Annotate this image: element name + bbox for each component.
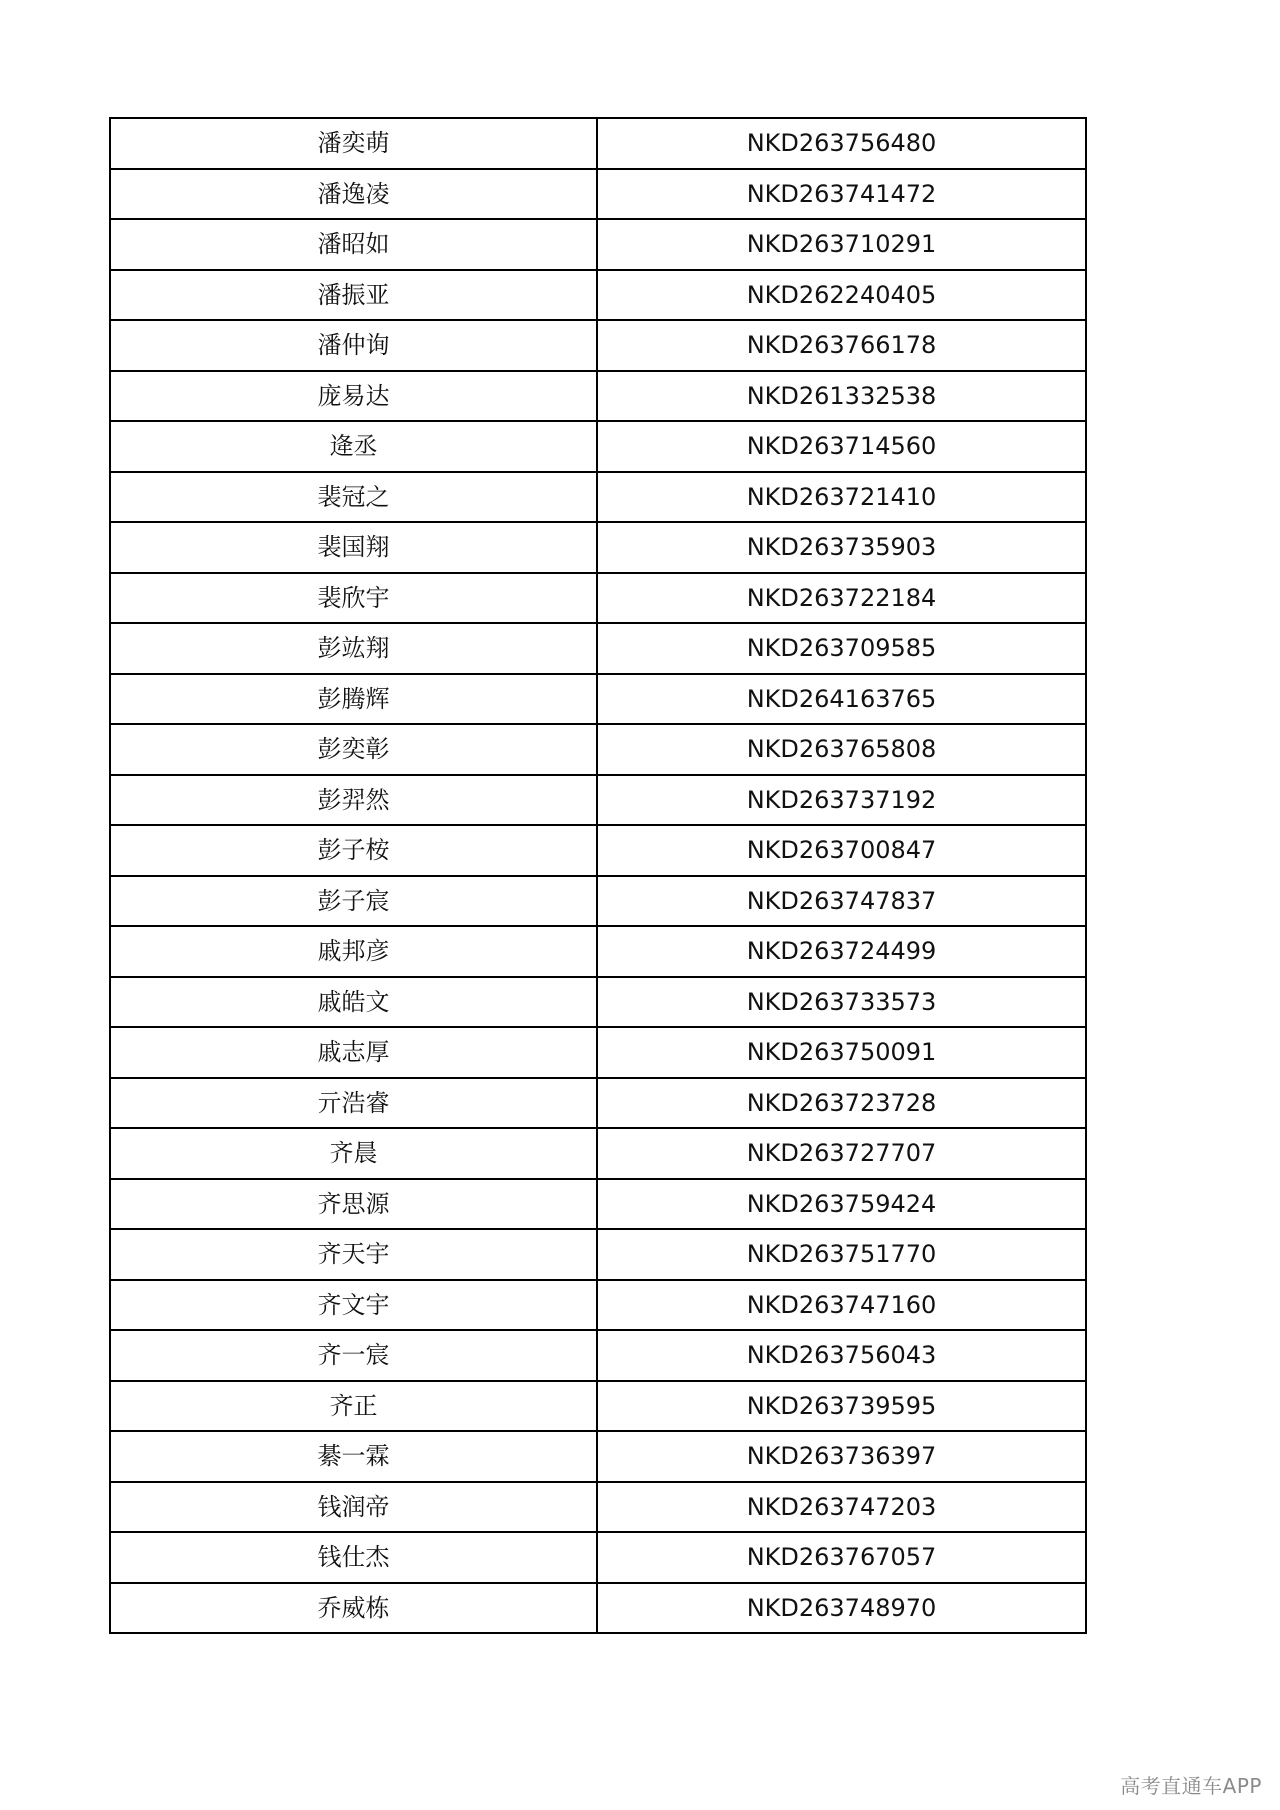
table-row: [110, 1532, 1086, 1583]
candidate-id-cell: NKD263723728: [597, 1078, 1086, 1129]
candidate-id-cell: NKD263714560: [597, 421, 1086, 472]
table-row: [110, 169, 1086, 220]
roster-table: [109, 117, 1087, 1634]
candidate-name-cell: 裴欣宇: [110, 573, 597, 624]
candidate-name-cell: 戚志厚: [110, 1027, 597, 1078]
candidate-name-cell: 潘逸凌: [110, 169, 597, 220]
table-row: [110, 825, 1086, 876]
table-row: [110, 724, 1086, 775]
candidate-name-cell: 彭奕彰: [110, 724, 597, 775]
table-row: [110, 421, 1086, 472]
candidate-id-cell: NKD263724499: [597, 926, 1086, 977]
candidate-id-cell: NKD263709585: [597, 623, 1086, 674]
table-row: [110, 674, 1086, 725]
candidate-id-cell: NKD263759424: [597, 1179, 1086, 1230]
candidate-id-cell: NKD262240405: [597, 270, 1086, 321]
candidate-id-cell: NKD263756043: [597, 1330, 1086, 1381]
candidate-id-cell: NKD263747160: [597, 1280, 1086, 1331]
candidate-name-cell: 戚皓文: [110, 977, 597, 1028]
candidate-id-cell: NKD263747837: [597, 876, 1086, 927]
candidate-id-cell: NKD264163765: [597, 674, 1086, 725]
roster-body: [110, 118, 1086, 1633]
candidate-id-cell: NKD263766178: [597, 320, 1086, 371]
table-row: [110, 977, 1086, 1028]
watermark-text: 高考直通车APP: [1120, 1774, 1262, 1798]
candidate-id-cell: NKD263750091: [597, 1027, 1086, 1078]
candidate-id-cell: NKD261332538: [597, 371, 1086, 422]
candidate-name-cell: 戚邦彦: [110, 926, 597, 977]
candidate-name-cell: 庞易达: [110, 371, 597, 422]
candidate-name-cell: 钱仕杰: [110, 1532, 597, 1583]
candidate-name-cell: 潘仲询: [110, 320, 597, 371]
candidate-name-cell: 潘奕萌: [110, 118, 597, 169]
candidate-name-cell: 齐天宇: [110, 1229, 597, 1280]
candidate-id-cell: NKD263736397: [597, 1431, 1086, 1482]
candidate-id-cell: NKD263747203: [597, 1482, 1086, 1533]
table-row: [110, 1482, 1086, 1533]
candidate-id-cell: NKD263722184: [597, 573, 1086, 624]
table-row: [110, 1280, 1086, 1331]
candidate-id-cell: NKD263721410: [597, 472, 1086, 523]
candidate-name-cell: 齐晨: [110, 1128, 597, 1179]
candidate-name-cell: 亓浩睿: [110, 1078, 597, 1129]
candidate-id-cell: NKD263741472: [597, 169, 1086, 220]
candidate-name-cell: 彭竑翔: [110, 623, 597, 674]
table-row: [110, 1229, 1086, 1280]
table-row: [110, 118, 1086, 169]
table-row: [110, 775, 1086, 826]
table-row: [110, 623, 1086, 674]
candidate-name-cell: 裴国翔: [110, 522, 597, 573]
table-row: [110, 573, 1086, 624]
candidate-id-cell: NKD263737192: [597, 775, 1086, 826]
table-row: [110, 1330, 1086, 1381]
table-row: [110, 1583, 1086, 1634]
table-row: [110, 472, 1086, 523]
candidate-id-cell: NKD263767057: [597, 1532, 1086, 1583]
candidate-name-cell: 乔威栋: [110, 1583, 597, 1634]
candidate-name-cell: 钱润帝: [110, 1482, 597, 1533]
candidate-name-cell: 齐一宸: [110, 1330, 597, 1381]
candidate-name-cell: 潘振亚: [110, 270, 597, 321]
candidate-name-cell: 彭子桉: [110, 825, 597, 876]
candidate-id-cell: NKD263756480: [597, 118, 1086, 169]
table-row: [110, 219, 1086, 270]
candidate-name-cell: 齐正: [110, 1381, 597, 1432]
candidate-id-cell: NKD263748970: [597, 1583, 1086, 1634]
table-row: [110, 926, 1086, 977]
candidate-id-cell: NKD263735903: [597, 522, 1086, 573]
candidate-name-cell: 彭羿然: [110, 775, 597, 826]
table-row: [110, 1027, 1086, 1078]
table-row: [110, 1381, 1086, 1432]
candidate-name-cell: 齐文宇: [110, 1280, 597, 1331]
candidate-id-cell: NKD263727707: [597, 1128, 1086, 1179]
table-row: [110, 522, 1086, 573]
table-row: [110, 1128, 1086, 1179]
candidate-id-cell: NKD263739595: [597, 1381, 1086, 1432]
table-row: [110, 270, 1086, 321]
table-row: [110, 1179, 1086, 1230]
candidate-name-cell: 彭子宸: [110, 876, 597, 927]
candidate-name-cell: 潘昭如: [110, 219, 597, 270]
candidate-id-cell: NKD263700847: [597, 825, 1086, 876]
candidate-id-cell: NKD263710291: [597, 219, 1086, 270]
candidate-id-cell: NKD263765808: [597, 724, 1086, 775]
candidate-id-cell: NKD263733573: [597, 977, 1086, 1028]
candidate-id-cell: NKD263751770: [597, 1229, 1086, 1280]
table-row: [110, 320, 1086, 371]
table-row: [110, 371, 1086, 422]
candidate-name-cell: 綦一霖: [110, 1431, 597, 1482]
table-row: [110, 1431, 1086, 1482]
table-row: [110, 876, 1086, 927]
candidate-name-cell: 彭腾辉: [110, 674, 597, 725]
candidate-name-cell: 逄丞: [110, 421, 597, 472]
candidate-name-cell: 齐思源: [110, 1179, 597, 1230]
table-row: [110, 1078, 1086, 1129]
candidate-name-cell: 裴冠之: [110, 472, 597, 523]
